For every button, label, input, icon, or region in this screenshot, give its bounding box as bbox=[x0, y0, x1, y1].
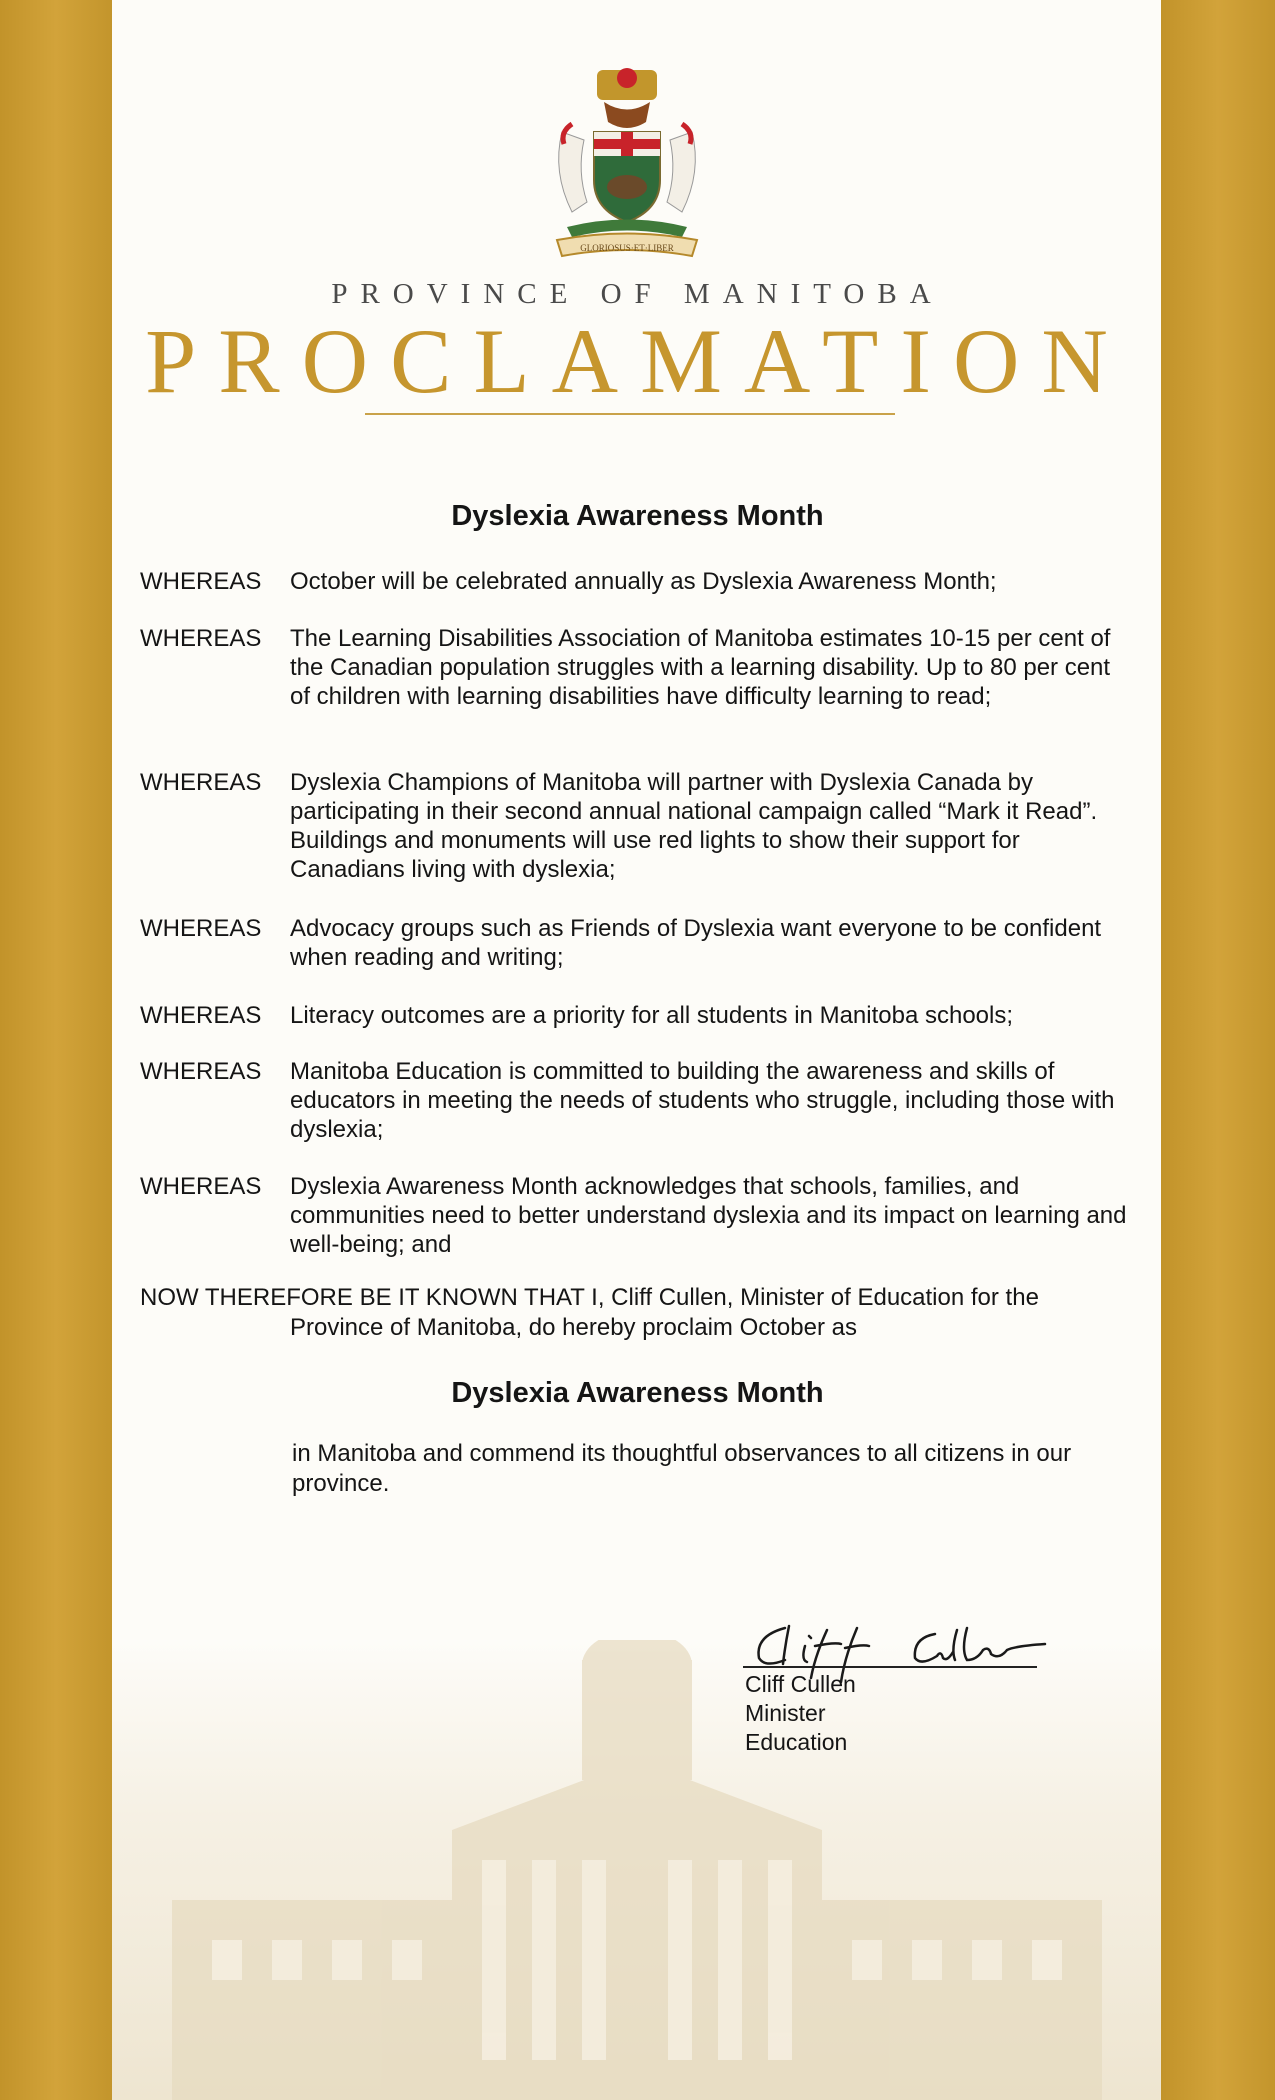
signatory-block bbox=[745, 1670, 856, 1757]
whereas-clause-7 bbox=[140, 1172, 1130, 1259]
clause-text: Manitoba Education is committed to building the awareness and skills of educators in meeting the needs of students who struggle, including those with dyslexia; bbox=[290, 1058, 1115, 1143]
legislative-building-watermark bbox=[112, 1640, 1161, 2100]
clause-keyword: WHEREAS bbox=[140, 625, 262, 652]
clause-text: The Learning Disabilities Association of Manitoba estimates 10-15 per cent of the Canadian population struggles with a learning disability. Up to 80 per cent of children with learning disabilities have difficulty learning to read; bbox=[290, 625, 1111, 710]
clause-text: October will be celebrated annually as Dyslexia Awareness Month; bbox=[290, 568, 997, 595]
clause-text: Dyslexia Champions of Manitoba will partner with Dyslexia Canada by participating in their second annual national campaign called “Mark it Read”. Buildings and monuments will use red lights to show their support for Canadians living with dyslexia; bbox=[290, 769, 1098, 883]
whereas-clause-3 bbox=[140, 768, 1130, 884]
clause-keyword: WHEREAS bbox=[140, 1058, 262, 1085]
whereas-clause-2 bbox=[140, 624, 1130, 711]
signatory-title: Minister bbox=[745, 1700, 826, 1726]
proclamation-heading: Dyslexia Awareness Month bbox=[451, 500, 824, 532]
now-therefore-clause bbox=[140, 1283, 1140, 1343]
clause-keyword: WHEREAS bbox=[140, 915, 262, 942]
clause-text: Dyslexia Awareness Month acknowledges that schools, families, and communities need to better understand dyslexia and its impact on learning and well-being; and bbox=[290, 1173, 1127, 1258]
clause-keyword: WHEREAS bbox=[140, 769, 262, 796]
now-therefore-line-1: NOW THEREFORE BE IT KNOWN THAT I, Cliff Cullen, Minister of Education for the bbox=[140, 1284, 1039, 1311]
proclaimed-title: Dyslexia Awareness Month bbox=[451, 1377, 824, 1409]
whereas-clause-4 bbox=[140, 914, 1130, 972]
clause-keyword: WHEREAS bbox=[140, 1173, 262, 1200]
signature-line bbox=[743, 1666, 1037, 1668]
signatory-name: Cliff Cullen bbox=[745, 1671, 856, 1697]
clause-keyword: WHEREAS bbox=[140, 568, 262, 595]
clause-keyword: WHEREAS bbox=[140, 1002, 262, 1029]
whereas-clause-5 bbox=[140, 1001, 1130, 1030]
closing-statement: in Manitoba and commend its thoughtful observances to all citizens in our province. bbox=[292, 1440, 1072, 1497]
signatory-department: Education bbox=[745, 1729, 848, 1755]
clause-text: Literacy outcomes are a priority for all students in Manitoba schools; bbox=[290, 1002, 1014, 1029]
province-name: PROVINCE OF MANITOBA bbox=[331, 278, 944, 310]
now-therefore-line-2: Province of Manitoba, do hereby proclaim October as bbox=[290, 1314, 857, 1341]
crest-motto: GLORIOSUS·ET·LIBER bbox=[580, 243, 674, 253]
whereas-clause-1 bbox=[140, 567, 1130, 596]
clause-text: Advocacy groups such as Friends of Dyslexia want everyone to be confident when reading and writing; bbox=[290, 915, 1102, 971]
title-underline bbox=[365, 413, 895, 415]
manitoba-coat-of-arms bbox=[542, 62, 712, 262]
whereas-clause-6 bbox=[140, 1057, 1130, 1144]
proclamation-title: PROCLAMATION bbox=[145, 310, 1130, 412]
